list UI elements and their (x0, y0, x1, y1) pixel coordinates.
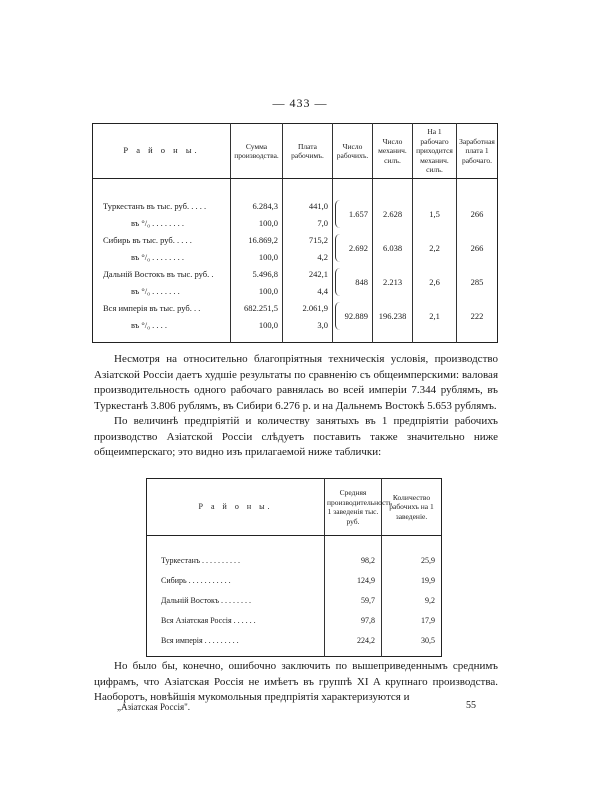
cell-wages-pct: 3,0 (283, 316, 333, 333)
cell-wages-pct: 4,4 (283, 282, 333, 299)
cell-production: 5.496,8 (231, 265, 283, 282)
cell-engines: 6.038 (373, 231, 413, 265)
cell-engines-per-worker: 2,6 (413, 265, 457, 299)
footer-source: „Азіатская Россія". (117, 702, 191, 712)
cell-production-pct: 100,0 (231, 282, 283, 299)
row-label: Дальній Востокъ . . . . . . . . (161, 595, 252, 605)
row-label: Дальній Востокъ въ тыс. руб. . (103, 268, 214, 279)
cell-workers: 848 (333, 265, 373, 299)
cell-wages-pct: 4,2 (283, 248, 333, 265)
brace-mark (335, 302, 341, 330)
row-label: Сибирь въ тыс. руб. . . . . (103, 234, 192, 245)
cell-wages: 2.061,9 (283, 299, 333, 316)
table-enterprise-size (146, 478, 442, 657)
row-label: Туркестанъ . . . . . . . . . . (161, 555, 241, 565)
header-avg-production: Средняя производительность 1 заведенія тыс. руб. (325, 479, 382, 536)
cell-engines-per-worker: 1,5 (413, 197, 457, 231)
cell-engines: 196.238 (373, 299, 413, 333)
cell-avg-production: 98,2 (325, 550, 382, 570)
header-workers: Число рабочихъ. (333, 124, 373, 179)
table-row (147, 570, 442, 590)
table-production-stats (92, 123, 498, 343)
cell-workers: 2.692 (333, 231, 373, 265)
cell-avg-production: 124,9 (325, 570, 382, 590)
cell-production: 16.869,2 (231, 231, 283, 248)
row-label: Сибирь . . . . . . . . . . . (161, 575, 231, 585)
cell-engines-per-worker: 2,1 (413, 299, 457, 333)
brace-mark (335, 234, 341, 262)
row-label: Вся имперія въ тыс. руб. . . (103, 302, 201, 313)
cell-workers-per: 30,5 (382, 630, 442, 650)
paragraph-conclusion: Но было бы, конечно, ошибочно заключить по вышеприведеннымъ среднимъ цифрамъ, что Азіатская Россія не имѣетъ въ группѣ XI A крупнаго производства. Наоборотъ, новѣйшія мукомольныя предпріятія характеризуются и (94, 660, 498, 703)
table-row (147, 550, 442, 570)
header-workers-per-enterprise: Количество рабочихъ на 1 заведеніе. (382, 479, 442, 536)
row-label: Туркестанъ въ тыс. руб. . . . . (103, 200, 207, 211)
cell-production: 682.251,5 (231, 299, 283, 316)
header-production: Сумма производства. (231, 124, 283, 179)
table-row (93, 299, 498, 316)
brace-mark (335, 200, 341, 228)
header-region: Р а й о н ы. (93, 124, 231, 179)
cell-wages: 441,0 (283, 197, 333, 214)
table-row (147, 630, 442, 650)
table-row (147, 610, 442, 630)
cell-workers-per: 17,9 (382, 610, 442, 630)
row-label-pct: въ °/₀ . . . . . . . . (131, 251, 185, 262)
cell-wages: 242,1 (283, 265, 333, 282)
cell-wage-per-worker: 285 (457, 265, 498, 299)
cell-avg-production: 224,2 (325, 630, 382, 650)
table-row (93, 197, 498, 214)
cell-workers-per: 19,9 (382, 570, 442, 590)
cell-production-pct: 100,0 (231, 316, 283, 333)
header-wages: Плата рабочимъ. (283, 124, 333, 179)
cell-production: 6.284,3 (231, 197, 283, 214)
header-wage-per-worker: Заработная плата 1 рабочаго. (457, 124, 498, 179)
header-engines-per-worker: На 1 рабочаго приходится механич. силъ. (413, 124, 457, 179)
cell-workers-per: 25,9 (382, 550, 442, 570)
table-row (93, 231, 498, 248)
page-number: — 433 — (272, 96, 328, 110)
cell-wage-per-worker: 222 (457, 299, 498, 333)
cell-avg-production: 59,7 (325, 590, 382, 610)
paragraph-enterprise-size: По величинѣ предпріятій и количеству занятыхъ въ 1 предпріятіи рабочихъ производство Азіатской Россіи слѣдуетъ поставить также значительно ниже общеимперскаго; это видно изъ прилагаемой ниже таблички: (94, 415, 498, 458)
cell-wages-pct: 7,0 (283, 214, 333, 231)
header-region: Р а й о н ы. (147, 479, 325, 536)
table-row (147, 590, 442, 610)
row-label-pct: въ °/₀ . . . . (131, 319, 168, 330)
table-row (93, 265, 498, 282)
row-label: Вся Азіатская Россія . . . . . . (161, 615, 256, 625)
row-label-pct: въ °/₀ . . . . . . . . (131, 217, 185, 228)
paragraph-results: Несмотря на относительно благопріятныя техническія условія, производство Азіатской Россіи даетъ худшіе результаты по сравненію съ общеимперскими: валовая производительность одного рабочаго равнялась во всей имперіи 7.344 рублямъ, въ Туркестанѣ 3.806 рублямъ, въ Сибири 6.276 р. и на Дальнемъ Востокѣ 5.653 рублямъ. (94, 353, 498, 412)
cell-production-pct: 100,0 (231, 214, 283, 231)
header-engines: Число механич. силъ. (373, 124, 413, 179)
cell-wage-per-worker: 266 (457, 231, 498, 265)
cell-wages: 715,2 (283, 231, 333, 248)
cell-avg-production: 97,8 (325, 610, 382, 630)
cell-workers-per: 9,2 (382, 590, 442, 610)
cell-workers: 92.889 (333, 299, 373, 333)
cell-wage-per-worker: 266 (457, 197, 498, 231)
brace-mark (335, 268, 341, 296)
row-label-pct: въ °/₀ . . . . . . . (131, 285, 180, 296)
row-label: Вся имперія . . . . . . . . . (161, 635, 239, 645)
cell-engines: 2.213 (373, 265, 413, 299)
cell-engines-per-worker: 2,2 (413, 231, 457, 265)
cell-engines: 2.628 (373, 197, 413, 231)
cell-production-pct: 100,0 (231, 248, 283, 265)
footer-signature-number: 55 (466, 700, 476, 711)
cell-workers: 1.657 (333, 197, 373, 231)
